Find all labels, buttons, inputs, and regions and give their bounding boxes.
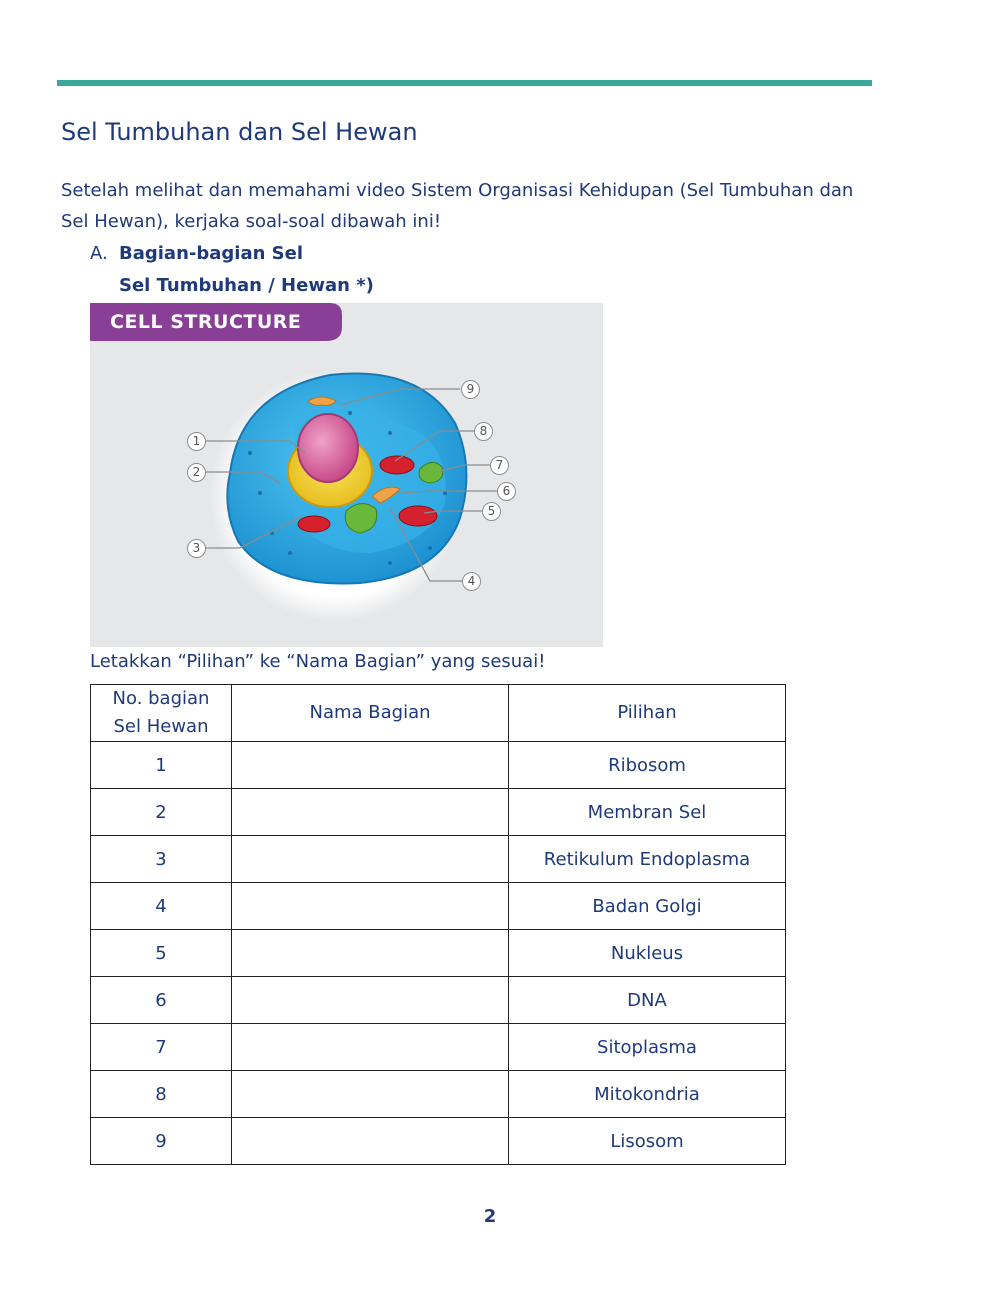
row-name-drop-target[interactable] [232, 1024, 509, 1071]
row-choice-cell[interactable]: Lisosom [509, 1118, 786, 1165]
intro-paragraph: Setelah melihat dan memahami video Sistem Organisasi Kehidupan (Sel Tumbuhan dan Sel Hewan), kerjaka soal-soal dibawah ini! [61, 180, 854, 232]
animal-cell-illustration [90, 303, 603, 647]
cell-structure-banner-label: CELL STRUCTURE [110, 311, 302, 333]
table-row [91, 883, 786, 930]
table-row [91, 836, 786, 883]
row-choice-cell[interactable]: Sitoplasma [509, 1024, 786, 1071]
row-choice-cell[interactable]: Ribosom [509, 742, 786, 789]
row-name-drop-target[interactable] [232, 742, 509, 789]
callout-4: 4 [462, 572, 481, 591]
page-number: 2 [483, 1206, 497, 1227]
callout-8: 8 [474, 422, 493, 441]
mitochondrion-2 [399, 506, 437, 526]
header-number [91, 685, 232, 742]
callout-9: 9 [461, 380, 480, 399]
row-name-drop-target[interactable] [232, 1118, 509, 1165]
callout-1: 1 [187, 432, 206, 451]
header-accent-bar [57, 80, 872, 86]
row-number-cell: 7 [91, 1024, 232, 1071]
row-name-drop-target[interactable] [232, 977, 509, 1024]
header-name: Nama Bagian [232, 685, 509, 742]
table-row [91, 1071, 786, 1118]
header-number-label: No. bagian Sel Hewan [112, 688, 210, 737]
answer-table [90, 684, 786, 1165]
section-a-marker: A. [90, 243, 108, 264]
section-a [90, 238, 374, 302]
instruction-text: Letakkan “Pilihan” ke “Nama Bagian” yang sesuai! [90, 651, 546, 672]
row-name-drop-target[interactable] [232, 1071, 509, 1118]
row-choice-cell[interactable]: Retikulum Endoplasma [509, 836, 786, 883]
row-choice-cell[interactable]: Membran Sel [509, 789, 786, 836]
row-choice-cell[interactable]: Mitokondria [509, 1071, 786, 1118]
table-row [91, 930, 786, 977]
row-number-cell: 2 [91, 789, 232, 836]
row-number-cell: 4 [91, 883, 232, 930]
row-number-cell: 3 [91, 836, 232, 883]
callout-2: 2 [187, 463, 206, 482]
row-number-cell: 8 [91, 1071, 232, 1118]
table-row [91, 789, 786, 836]
header-choice: Pilihan [509, 685, 786, 742]
row-name-drop-target[interactable] [232, 836, 509, 883]
row-name-drop-target[interactable] [232, 930, 509, 977]
table-row [91, 1024, 786, 1071]
table-row [91, 742, 786, 789]
callout-6: 6 [497, 482, 516, 501]
mitochondrion-3 [298, 516, 330, 532]
nucleolus-shape [298, 414, 358, 482]
row-number-cell: 6 [91, 977, 232, 1024]
row-choice-cell[interactable]: Badan Golgi [509, 883, 786, 930]
table-row [91, 977, 786, 1024]
table-header-row [91, 685, 786, 742]
section-a-heading: Bagian-bagian Sel [119, 243, 304, 264]
mitochondrion-1 [380, 456, 414, 474]
cell-structure-figure [90, 303, 603, 647]
page-title: Sel Tumbuhan dan Sel Hewan [61, 118, 418, 146]
row-name-drop-target[interactable] [232, 789, 509, 836]
callout-3: 3 [187, 539, 206, 558]
row-choice-cell[interactable]: Nukleus [509, 930, 786, 977]
callout-7: 7 [490, 456, 509, 475]
row-number-cell: 9 [91, 1118, 232, 1165]
callout-5: 5 [482, 502, 501, 521]
section-a-subheading: Sel Tumbuhan / Hewan *) [119, 275, 374, 296]
table-row [91, 1118, 786, 1165]
row-choice-cell[interactable]: DNA [509, 977, 786, 1024]
row-number-cell: 5 [91, 930, 232, 977]
row-name-drop-target[interactable] [232, 883, 509, 930]
row-number-cell: 1 [91, 742, 232, 789]
